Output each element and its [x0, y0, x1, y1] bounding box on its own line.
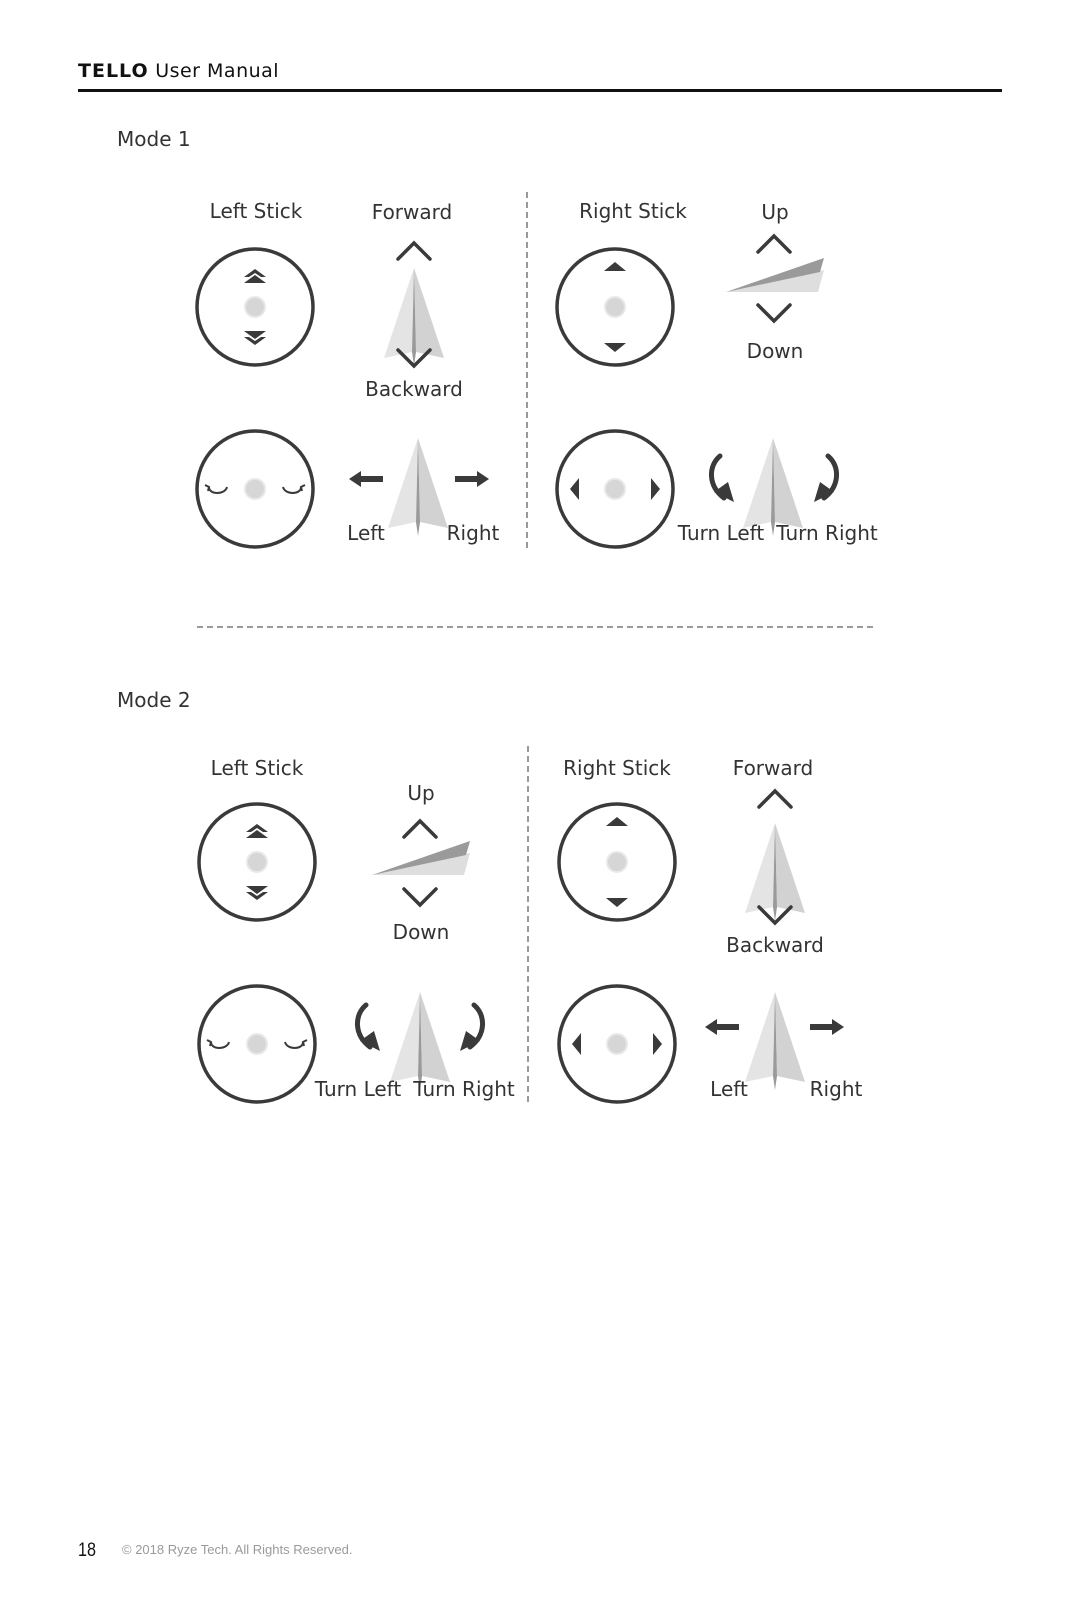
mode-1-right-stick-yaw — [555, 429, 675, 549]
mode-2-left-stick-throttle — [197, 802, 317, 922]
mode-1-divider — [526, 192, 528, 548]
mode-1-turn-left-label: Turn Left — [677, 521, 765, 545]
mode-2-right-stick-pitch — [557, 802, 677, 922]
arrow-right-icon — [810, 1019, 844, 1035]
mode-1-right-label: Right — [446, 521, 500, 545]
mode-1-title: Mode 1 — [117, 127, 191, 151]
plane-top-icon — [390, 992, 450, 1090]
header-rule — [78, 89, 1002, 92]
turn-left-arrow-icon — [708, 456, 736, 502]
mode-1-down-label: Down — [746, 339, 804, 363]
mode-2-right-label: Right — [809, 1077, 863, 1101]
turn-right-arrow-icon — [814, 456, 842, 502]
arrow-left-icon — [349, 471, 383, 487]
header — [78, 60, 279, 82]
mode-1-left-stick-label: Left Stick — [209, 199, 303, 223]
chevron-up-icon — [398, 243, 430, 259]
mode-2-turn-right-label: Turn Right — [413, 1077, 515, 1101]
mode-2-backward-label: Backward — [726, 933, 824, 957]
mode-separator — [197, 626, 873, 628]
mode-2-right-stick-roll — [557, 984, 677, 1104]
mode-1-left-stick-roll — [195, 429, 315, 549]
arrow-right-icon — [455, 471, 489, 487]
mode-1-backward-label: Backward — [365, 377, 463, 401]
mode-1-left-stick-pitch — [195, 247, 315, 367]
plane-top-icon — [388, 438, 448, 536]
mode-2-forward-label: Forward — [732, 756, 814, 780]
chevron-up-icon — [758, 236, 790, 252]
mode-2-turn-left-label: Turn Left — [314, 1077, 402, 1101]
copyright-text: © 2018 Ryze Tech. All Rights Reserved. — [122, 1542, 353, 1557]
mode-2-left-stick-label: Left Stick — [210, 756, 304, 780]
chevron-up-icon — [404, 821, 436, 837]
plane-top-icon — [745, 992, 805, 1090]
header-brand: TELLO — [78, 60, 149, 82]
plane-side-icon — [372, 841, 470, 875]
chevron-up-icon — [759, 791, 791, 807]
page-number: 18 — [78, 1540, 96, 1561]
mode-2-left-label: Left — [710, 1077, 748, 1101]
mode-1-up-label: Up — [761, 200, 789, 224]
plane-side-icon — [726, 258, 824, 292]
mode-1-right-stick-label: Right Stick — [579, 199, 687, 223]
mode-2-right-stick-label: Right Stick — [563, 756, 671, 780]
chevron-down-icon — [404, 889, 436, 905]
chevron-down-icon — [758, 305, 790, 321]
mode-1-forward-label: Forward — [371, 200, 453, 224]
header-subtitle: User Manual — [155, 60, 280, 82]
chevron-down-icon — [398, 350, 430, 366]
mode-2-up-label: Up — [407, 781, 435, 805]
mode-2-divider — [527, 746, 529, 1102]
mode-2-down-label: Down — [392, 920, 450, 944]
mode-2-left-stick-yaw — [197, 984, 317, 1104]
chevron-down-icon — [759, 907, 791, 923]
arrow-left-icon — [705, 1019, 739, 1035]
turn-left-arrow-icon — [354, 1005, 382, 1051]
turn-right-arrow-icon — [460, 1005, 488, 1051]
mode-1-left-label: Left — [347, 521, 385, 545]
mode-2-title: Mode 2 — [117, 688, 191, 712]
mode-1-right-stick-throttle — [555, 247, 675, 367]
mode-1-turn-right-label: Turn Right — [776, 521, 878, 545]
